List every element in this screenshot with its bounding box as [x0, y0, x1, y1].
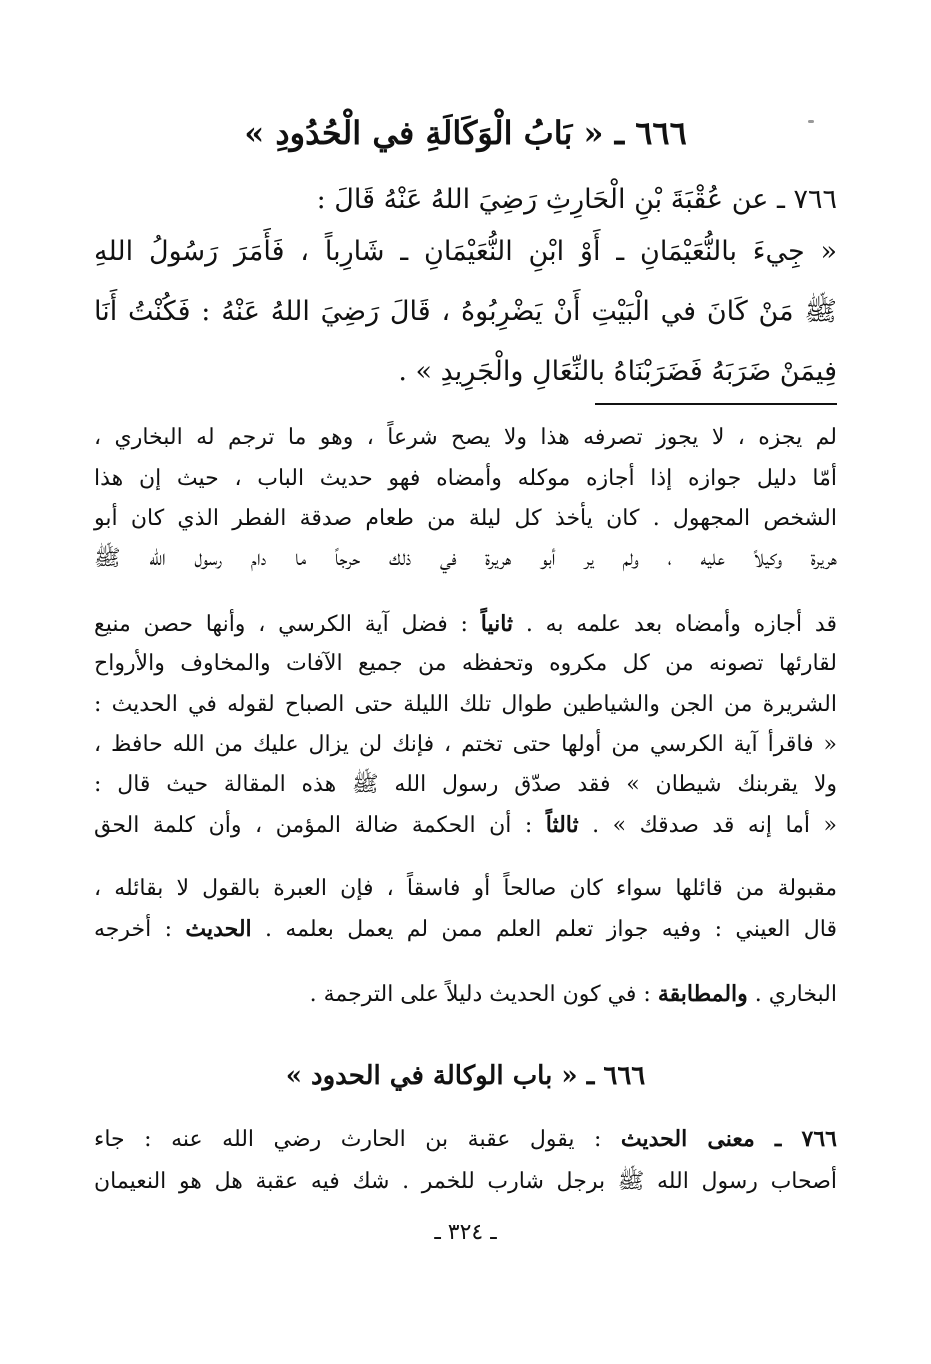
keyword-thirdly: ثالثاً: [545, 812, 579, 838]
keyword-correspondence: والمطابقة: [657, 981, 748, 1007]
commentary-text: « أما إنه قد صدقك » .: [592, 813, 837, 838]
hadith-intro: ٧٦٦ ـ عن عُقْبَةَ بْنِ الْحَارِثِ رَضِيَ اللهُ عَنْهُ قَالَ :: [316, 184, 837, 215]
commentary-text: : أن الحكمة ضالة المؤمن ، وأن كلمة الحق: [94, 813, 533, 838]
commentary-text: : فضل آية الكرسي ، وأنها حصن منيع: [94, 612, 468, 637]
commentary-line: مقبولة من قائلها سواء كان صالحاً أو فاسقاً ، فإن العبرة بالقول لا بقائله ،: [94, 876, 837, 901]
commentary-text: قال العيني : وفيه جواز تعلم العلم ممن لم يعمل بعلمه .: [265, 917, 838, 942]
keyword-secondly: ثانياً: [480, 611, 514, 637]
footnote-separator: [595, 403, 837, 405]
meaning-heading: ٦٦٦ ـ « باب الوكالة في الحدود »: [285, 1061, 646, 1091]
commentary-line: ولا يقربنك شيطان » فقد صدّق رسول الله ﷺ هذه المقالة حيث قال :: [94, 772, 837, 797]
scan-smudge: [808, 120, 814, 123]
hadith-line: ﷺ مَنْ كَانَ في الْبَيْتِ أَنْ يَضْرِبُوهُ ، قَالَ رَضِيَ اللهُ عَنْهُ : فَكُنْتُ أَنَا: [94, 296, 837, 327]
hadith-line: فِيمَنْ ضَرَبَهُ فَضَرَبْنَاهُ بالنِّعَالِ والْجَرِيدِ » .: [398, 356, 837, 387]
keyword-hadith: الحديث: [185, 916, 252, 942]
commentary-line: الشريرة من الجن والشياطين طوال تلك الليلة حتى الصباح لقوله في الحديث :: [94, 692, 837, 717]
commentary-line: [94, 605, 837, 644]
commentary-line: لقارئها تصونه من كل مكروه وتحفظه من جميع الآفات والمخاوف والأرواح: [94, 651, 837, 676]
commentary-text: : أخرجه: [94, 917, 173, 942]
meaning-text: : يقول عقبة بن الحارث رضي الله عنه : جاء: [94, 1127, 602, 1152]
commentary-line: أمّا دليل جوازه إذا أجازه موكله وأمضاه فهو حديث الباب ، حيث إن هذا: [94, 466, 837, 491]
commentary-line: [94, 806, 837, 845]
commentary-line: الشخص المجهول . كان يأخذ كل ليلة من طعام صدقة الفطر الذي كان أبو: [94, 506, 837, 531]
commentary-text: : في كون الحديث دليلاً على الترجمة .: [309, 982, 651, 1007]
commentary-line: لم يجزه ، لا يجوز تصرفه هذا ولا يصح شرعاً ، وهو ما ترجم له البخاري ،: [94, 425, 837, 450]
commentary-line: [94, 975, 837, 1014]
commentary-text: البخاري .: [754, 982, 837, 1007]
commentary-text: قد أجازه وأمضاه بعد علمه به .: [525, 612, 837, 637]
page-number: ـ ٣٢٤ ـ: [434, 1220, 497, 1245]
section-heading: ٦٦٦ ـ « بَابُ الْوَكَالَةِ في الْحُدُودِ »: [244, 114, 687, 152]
commentary-line: « فاقرأ آية الكرسي من أولها حتى تختم ، فإنك لن يزال عليك من الله حافظ ،: [94, 732, 837, 757]
commentary-line: هريرة وكيلاً عليه ، ولم ير أبو هريرة في ذلك حرجاً ما دام رسول الله ﷺ: [94, 546, 837, 571]
hadith-line: « جِيءَ بالنُّعَيْمَانِ ـ أَوْ ابْنِ النُّعَيْمَانِ ـ شَارِباً ، فَأَمَرَ رَسُولُ اللهِ: [94, 236, 837, 267]
commentary-line: [94, 910, 837, 949]
keyword-meaning: ٧٦٦ ـ معنى الحديث: [620, 1126, 837, 1152]
meaning-line: أصحاب رسول الله ﷺ برجل شارب للخمر . شك فيه عقبة هل هو النعيمان: [94, 1169, 837, 1194]
meaning-line: [94, 1120, 837, 1159]
